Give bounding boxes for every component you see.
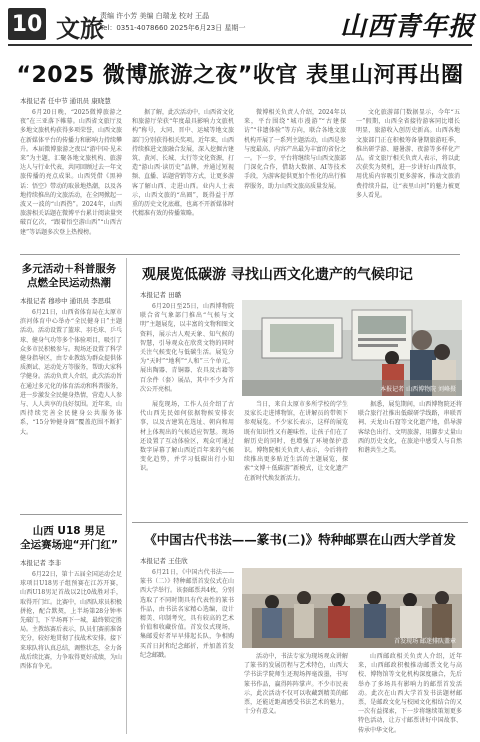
- divider-mid: [132, 522, 468, 523]
- left-article-2-byline: 本报记者 李非: [20, 559, 62, 567]
- bottom-article-col3: 山西邮政相关负责人介绍，近年来，山西邮政积极推动邮票文化与高校、博物馆等文化机构深度融合，先后举办了多场具有影响力的邮票首发活动。此次在山西大学首发书法题材邮票，是邮政文化与校园文化相结合的又一次有益探索，下一步将继续策划更多特色活动，让方寸邮票讲好中国故事、传承中华文化。: [358, 653, 462, 734]
- mid-article-byline: 本报记者 田璐: [140, 291, 182, 299]
- bottom-article-col1: 6月21日，《中国古代书法——篆书（二）》特种邮票首发仪式在山西大学举行。该套邮票共4枚，分别选取了不同时期具有代表性的篆书作品，由书法名家精心选编，设计精美、印制考究，具有较高的艺术价值和收藏价值。首发仪式现场，集邮爱好者早早排起长队，争相购买首日封和纪念邮折，并加盖首发纪念邮戳。: [140, 569, 234, 659]
- top-article-col3: 微博相关负责人介绍，2024年以来，平台围绕“城市漫游”“古建探访”“非遗体验”等方向，联合各地文旅机构开展了一系列主题活动，山西是参与度最高、内容产出最为丰富的省份之一。下一步，平台将继续与山西文旅部门深化合作，借助大数据、AI等技术手段，为游客提供更加个性化的出行推荐服务，助力山西文旅高质量发展。: [244, 109, 346, 190]
- mid-article-title: 观展览低碳游 寻找山西文化遗产的气候印记: [142, 267, 413, 283]
- left-article-2-title-line2: 全运赛场迎“开门红”: [20, 539, 118, 551]
- left-article-1-byline: 本报记者 穆珍中 通讯员 李思琪: [20, 297, 111, 305]
- left-article-2-title: [16, 524, 122, 552]
- top-article-col2: 据了解，此次活动中，山西省文化和旅游厅荣获“年度最具影响力文旅机构”称号，大同、晋中、运城等地文旅部门分别获得相关奖项。近年来，山西持续推进文旅融合发展，深入挖掘古建筑、黄河、长城、太行等文化资源，打造“游山西·读历史”品牌，并通过短视频、直播、话题营销等方式，让更多游客了解山西、走进山西。业内人士表示，山西文旅的“出圈”，既得益于厚重的历史文化底蕴，也离不开新媒体时代精准有效的传播策略。: [132, 109, 234, 218]
- left-article-1-title: [16, 262, 122, 290]
- stamp-event-photo: [242, 568, 462, 648]
- exhibition-photo-caption: 本报记者 山西博物院 刘峰摄: [380, 386, 456, 393]
- tel-date-line: Tel：0351-4078660 2025年6月23日 星期一: [100, 24, 246, 32]
- newspaper-masthead: 山西青年报: [340, 12, 476, 42]
- bottom-article-col2: 活动中，书法专家为现场观众讲解了篆书的发展历程与艺术特色，山西大学书法学院师生还现场挥毫泼墨，书写篆书作品，赢得阵阵掌声。不少市民表示，此次活动不仅可以收藏到精美的邮票，还能近距离感受书法艺术的魅力，十分有意义。: [244, 653, 348, 716]
- bottom-article-byline: 本报记者 王佳欣: [140, 557, 188, 565]
- left-article-2-title-line1: 山西 U18 男足: [32, 525, 106, 537]
- header-rule: [8, 44, 472, 46]
- divider-vertical: [126, 258, 127, 734]
- stamp-event-photo-caption: 首发现场 邮迷排队盖章: [394, 638, 456, 645]
- page-header: [0, 0, 480, 46]
- top-article-col4: 文化旅游部门数据显示，今年“五一”假期，山西全省接待游客同比增长明显，旅游收入创历史新高。山西各地文旅部门正在积极筹备暑期旅游旺季，推出研学游、避暑游、夜游等多样化产品。省文旅厅相关负责人表示，将以此次获奖为契机，进一步讲好山西故事，用优质内容吸引更多游客，推动文旅消费持续升温，让“表里山河”的魅力被更多人看见。: [356, 109, 460, 199]
- editor-credits: 责编 许小芳 美编 白瑞龙 校对 王晶: [100, 12, 210, 20]
- mid-article-col4: 据悉，展览期间，山西博物院还将联合旅行社推出低碳研学线路，串联晋祠、天龙山石窟等文化遗产地，倡导游客绿色出行、文明旅游，用脚步丈量山西的历史文化，在旅途中感受人与自然和谐共生之美。: [358, 401, 462, 455]
- exhibition-photo-graphic: [242, 300, 462, 396]
- left-article-1-body: 6月21日，山西省体育局在太原市滨河体育中心举办“全民健身日”主题活动。活动设置了篮球、羽毛球、乒乓球、健身气功等多个体验项目，吸引了众多市民积极参与。现场还设置了科学健身指导区，由专业教练为群众提供体质测试、运动处方等服务，帮助大家科学健身。活动负责人介绍，此次活动旨在通过多元化的体育活动和科普服务，进一步激发全民健身热情，营造人人参与、人人共享的良好氛围。近年来，山西持续完善全民健身公共服务体系，“15分钟健身圈”覆盖范围不断扩大。: [20, 309, 122, 436]
- left-article-2-body: 6月22日，第十五届全国运动会足球项目U18男子组预赛在江苏开赛，山西U18男足首战以2比0战胜对手，取得开门红。比赛中，山西队球员积极拼抢，配合默契，上半场第28分钟率先破门，下半场再下一城，最终锁定胜局。主教练赛后表示，队员们赛前准备充分，较好地贯彻了技战术安排。接下来球队将认真总结，调整状态，全力备战后续比赛，力争取得更好成绩，为山西体育争光。: [20, 571, 122, 671]
- mid-article-col2: 展览现场，工作人员介绍了古代山西先民如何依据物候安排农事，以及古建筑在选址、朝向和用材上体现出的气候适应智慧。现场还设置了互动体验区，观众可通过数字屏幕了解山西近百年来的气候变化趋势，并学习低碳出行小知识。: [140, 401, 234, 473]
- left-article-1-title-line1: 多元活动＋科普服务: [21, 263, 117, 275]
- exhibition-photo: [242, 300, 462, 396]
- page-number: 10: [8, 8, 46, 40]
- divider-horizontal: [20, 254, 460, 255]
- left-article-1-title-line2: 点燃全民运动热潮: [27, 277, 111, 289]
- main-headline: “2025 微博旅游之夜”收官 表里山河再出圈: [16, 63, 464, 88]
- bottom-article-title: 《中国古代书法——篆书(二)》特种邮票在山西大学首发: [144, 532, 456, 547]
- main-byline: 本报记者 任中节 通讯员 康晓慧: [20, 97, 111, 105]
- divider-left: [20, 514, 122, 515]
- section-title: 文旅: [56, 14, 104, 43]
- mid-article-col3: 当日，来自太原市多所学校的学生及家长走进博物馆，在讲解员的带领下参观展览。不少家长表示，这样的展览既有知识性又有趣味性，让孩子们在了解历史的同时，也增强了环境保护意识。博物院相关负责人表示，今后将持续推出更多贴近生活的主题展览，探索“文博＋低碳游”新模式，让文化遗产在新时代焕发新活力。: [244, 401, 348, 482]
- top-article-col1: 6月20日晚，“2025微博旅游之夜”在三亚落下帷幕。山西省文旅厅及多地文旅机构获得多项荣誉，山西文旅在新媒体平台的传播力和影响力持续攀升。本届微博旅游之夜以“游中国·见未来”为主题，汇聚各地文旅机构、旅游达人与行业代表，共同回顾过去一年文旅传播的亮点成果。山西凭借《黑神话：悟空》带动的取景地热潮，以及各地持续推出的文旅活动，在全网掀起一波又一波的“山西热”。2024年，山西旅游相关话题在微博平台累计阅读量突破百亿次，“跟着悟空游山西”“山西古建”等话题多次登上热搜榜。: [20, 109, 122, 236]
- mid-article-col1: 6月20日至25日，山西博物院联合省气象部门推出“气候与文明”主题展览，以丰富的文物和图文资料，展示古人观天象、知气候的智慧，引导观众在欣赏文物的同时关注气候变化与低碳生活。展览分为“天时”“地利”“人和”三个单元，展出陶器、青铜器、农具及古籍等百余件（套）展品，其中不少为首次公开亮相。: [140, 303, 234, 393]
